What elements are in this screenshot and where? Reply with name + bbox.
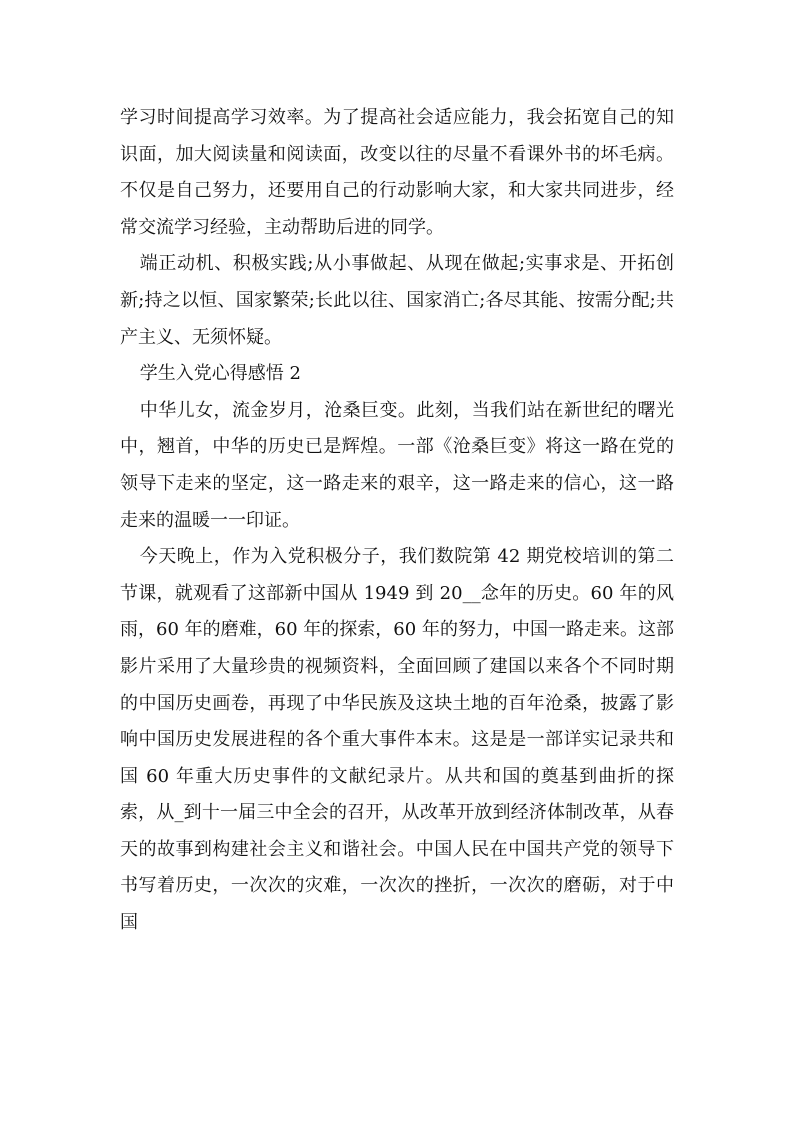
section-heading: 学生入党心得感悟 2	[139, 363, 301, 385]
paragraph-chinese-history: 中华儿女，流金岁月，沧桑巨变。此刻，当我们站在新世纪的曙光中，翘首，中华的历史已是辉煌。一部《沧桑巨变》将这一路在党的领导下走来的坚定，这一路走来的艰辛，这一路走来的信心，这一路走来的温暖一一印证。	[120, 399, 674, 531]
paragraph-study-efficiency: 学习时间提高学习效率。为了提高社会适应能力，我会拓宽自己的知识面，加大阅读量和阅读面，改变以往的尽量不看课外书的坏毛病。不仅是自己努力，还要用自己的行动影响大家，和大家共同进步，经常交流学习经验，主动帮助后进的同学。	[120, 107, 674, 238]
paragraph-motto-list: 端正动机、积极实践;从小事做起、从现在做起;实事求是、开拓创新;持之以恒、国家繁荣;长此以往、国家消亡;各尽其能、按需分配;共产主义、无须怀疑。	[120, 253, 674, 348]
paragraph-documentary-review: 今天晚上，作为入党积极分子，我们数院第 42 期党校培训的第二节课，就观看了这部新中国从 1949 到 20__念年的历史。60 年的风雨，60 年的磨难，60 年的探索，60 年的努力，中国一路走来。这部影片采用了大量珍贵的视频资料，全面回顾了建国以来各个不同时期的中国历史画卷，再现了中华民族及这块土地的百年沧桑，披露了影响中国历史发展进程的各个重大事件本末。这是是一部详实记录共和国 60 年重大历史事件的文献纪录片。从共和国的奠基到曲折的探索，从_到十一届三中全会的召开，从改革开放到经济体制改革，从春天的故事到构建社会主义和谐社会。中国人民在中国共产党的领导下书写着历史，一次次的灾难，一次次的挫折，一次次的磨砺，对于中国	[120, 546, 674, 934]
document-body	[120, 100, 674, 942]
